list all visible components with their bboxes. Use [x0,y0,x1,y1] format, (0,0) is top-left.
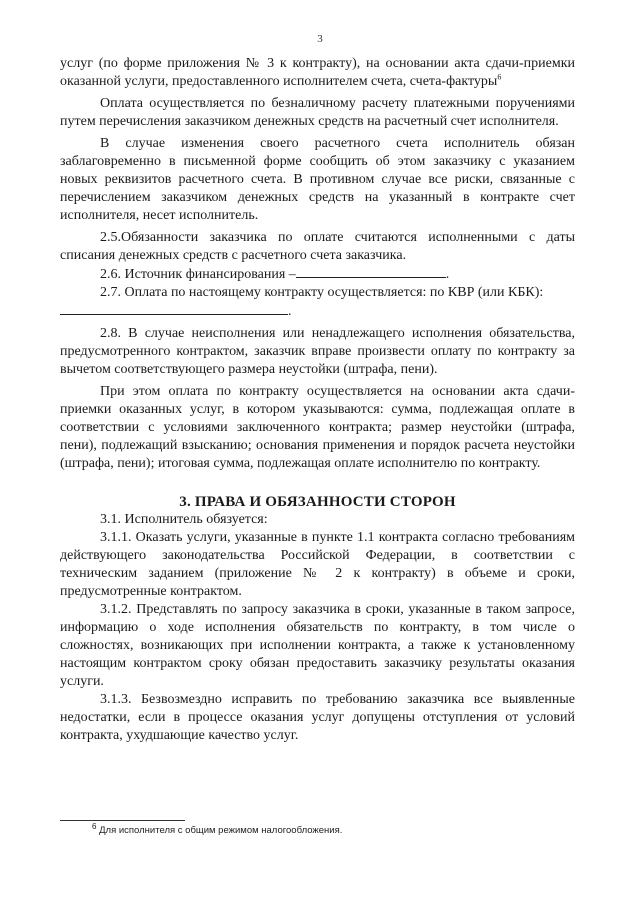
page-number: 3 [317,33,323,45]
kvr-blank [60,302,288,315]
paragraph-account-change: В случае изменения своего расчетного счета исполнитель обязан заблаговременно в письменной форме сообщить об этом заказчику с указанием новых реквизитов расчетного счета. В противном случае все риски, связанные с перечислением заказчиком денежных средств на указанный в контракте счет исполнителя, несет исполнитель. [60,136,575,223]
paragraph-act-basis: При этом оплата по контракту осуществляется на основании акта сдачи-приемки оказанных услуг, в котором указываются: сумма, подлежащая оплате в соответствии с условиями заключенного контракта; размер неустойки (штрафа, пени), подлежащий взысканию; основания применения и порядок расчета неустойки (штрафа, пени); итоговая сумма, подлежащая оплате исполнителю по контракту. [60,384,575,471]
funding-source-label: 2.6. Источник финансирования – [100,267,296,282]
paragraph-3-1-1: 3.1.1. Оказать услуги, указанные в пункте 1.1 контракта согласно требованиям действующего законодательства Российской Федерации, в соответствии с техническим заданием (приложение № 2 к контракту) в объеме и сроки, предусмотренные контрактом. [60,530,575,599]
document-body [60,55,575,745]
paragraph-cashless-payment: Оплата осуществляется по безналичному расчету платежными поручениями путем перечисления заказчиком денежных средств на расчетный счет исполнителя. [60,96,575,129]
footnote-divider [60,820,185,821]
paragraph-2-8: 2.8. В случае неисполнения или ненадлежащего исполнения обязательства, предусмотренного контрактом, заказчик вправе произвести оплату по контракту за вычетом соответствующего размера неустойки (штрафа, пени). [60,326,575,377]
paragraph-2-7: 2.7. Оплата по настоящему контракту осуществляется: по КВР (или КБК): [100,285,544,300]
paragraph-3-1: 3.1. Исполнитель обязуется: [100,512,268,527]
footnote-text: Для исполнителя с общим режимом налогообложения. [99,825,343,836]
paragraph-payment-basis [60,55,575,91]
footnote [92,821,343,836]
footnote-marker: 6 [92,821,97,831]
paragraph-2-6: 2.6. Источник финансирования – . [100,267,450,282]
paragraph-payment-basis-text: услуг (по форме приложения № 3 к контракту), на основании акта сдачи-приемки оказанной услуги, предоставленного исполнителем счета, счета-фактуры [60,56,575,89]
section-3-heading: 3. ПРАВА И ОБЯЗАННОСТИ СТОРОН [179,494,456,510]
funding-source-blank [296,265,446,278]
kvr-blank-line: . [60,302,575,321]
footnote-ref: 6 [497,72,502,82]
paragraph-2-5: 2.5.Обязанности заказчика по оплате считаются исполненными с даты списания денежных средств с расчетного счета заказчика. [60,230,575,263]
paragraph-3-1-3: 3.1.3. Безвозмездно исправить по требованию заказчика все выявленные недостатки, если в процессе оказания услуг допущены отступления от условий контракта, ухудшающие качество услуг. [60,692,575,743]
paragraph-3-1-2: 3.1.2. Представлять по запросу заказчика в сроки, указанные в таком запросе, информацию о ходе исполнения обязательств по контракту, в том числе о сложностях, возникающих при исполнении контракта, а также к установленному настоящим контрактом сроку обязан предоставить заказчику результаты оказания услуги. [60,602,575,689]
